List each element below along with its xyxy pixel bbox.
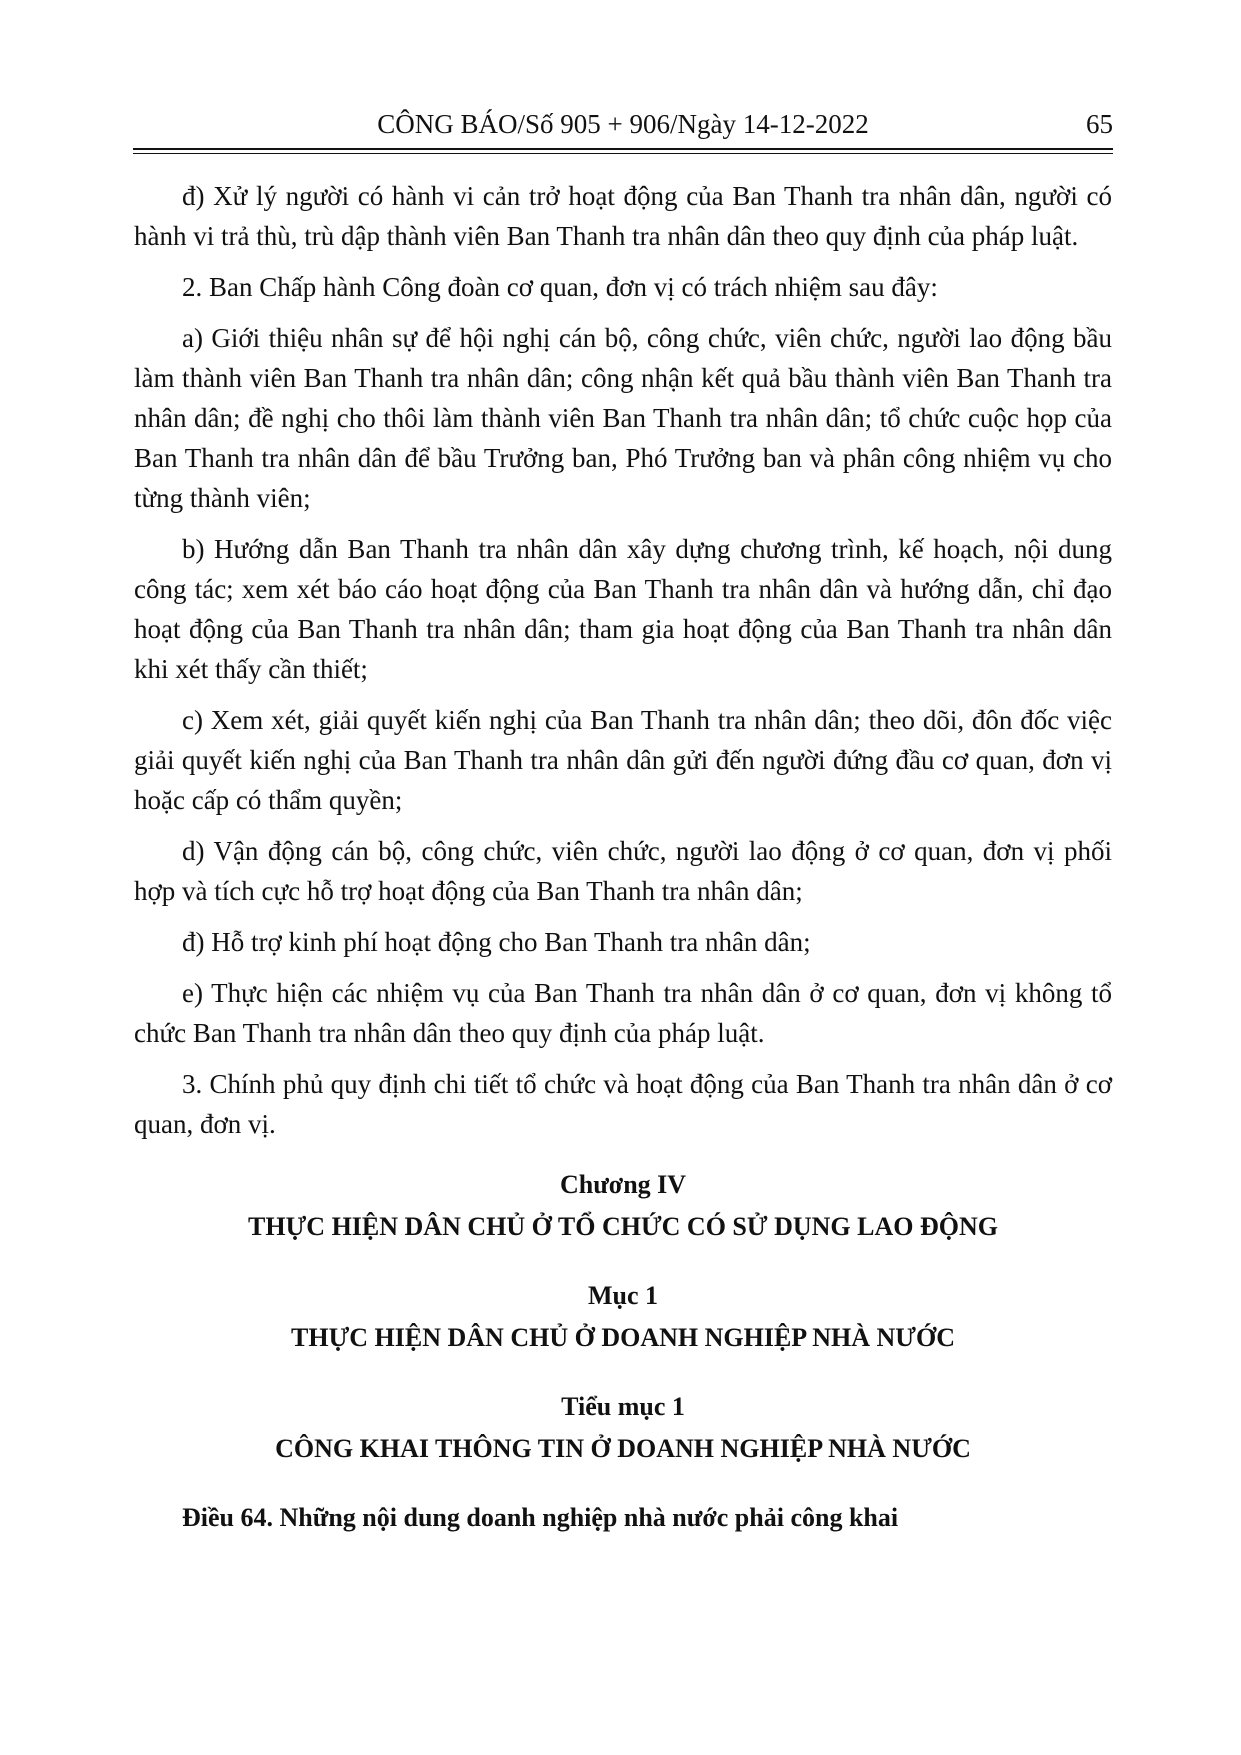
page-header <box>133 104 1113 144</box>
paragraph-point-a: a) Giới thiệu nhân sự để hội nghị cán bộ, công chức, viên chức, người lao động bầu làm thành viên Ban Thanh tra nhân dân; công nhận kết quả bầu thành viên Ban Thanh tra nhân dân; đề nghị cho thôi làm thành viên Ban Thanh tra nhân dân; tổ chức cuộc họp của Ban Thanh tra nhân dân để bầu Trưởng ban, Phó Trưởng ban và phân công nhiệm vụ cho từng thành viên; <box>134 323 1112 513</box>
header-rule-thin <box>133 153 1113 154</box>
paragraph-point-d: d) Vận động cán bộ, công chức, viên chức, người lao động ở cơ quan, đơn vị phối hợp và tích cực hỗ trợ hoạt động của Ban Thanh tra nhân dân; <box>134 836 1112 906</box>
subsection-heading <box>134 1386 1112 1470</box>
subsection-label: Tiểu mục 1 <box>561 1392 685 1421</box>
paragraph-clause-2: 2. Ban Chấp hành Công đoàn cơ quan, đơn vị có trách nhiệm sau đây: <box>182 272 938 302</box>
section-title: THỰC HIỆN DÂN CHỦ Ở DOANH NGHIỆP NHÀ NƯỚC <box>291 1323 955 1352</box>
document-body <box>134 176 1112 1538</box>
header-rule-thick <box>133 148 1113 150</box>
paragraph-point-e: e) Thực hiện các nhiệm vụ của Ban Thanh tra nhân dân ở cơ quan, đơn vị không tổ chức Ban Thanh tra nhân dân theo quy định của pháp luật. <box>134 978 1112 1048</box>
chapter-heading <box>134 1164 1112 1248</box>
article-64-title: Điều 64. Những nội dung doanh nghiệp nhà nước phải công khai <box>182 1503 899 1532</box>
chapter-label: Chương IV <box>559 1170 687 1199</box>
chapter-title: THỰC HIỆN DÂN CHỦ Ở TỔ CHỨC CÓ SỬ DỤNG LAO ĐỘNG <box>248 1212 998 1241</box>
section-heading <box>134 1275 1112 1359</box>
page-number: 65 <box>1086 109 1113 139</box>
paragraph-clause-3: 3. Chính phủ quy định chi tiết tổ chức và hoạt động của Ban Thanh tra nhân dân ở cơ quan, đơn vị. <box>134 1069 1112 1139</box>
paragraph-point-d-bar-2: đ) Hỗ trợ kinh phí hoạt động cho Ban Thanh tra nhân dân; <box>182 927 811 957</box>
paragraph-point-c: c) Xem xét, giải quyết kiến nghị của Ban Thanh tra nhân dân; theo dõi, đôn đốc việc giải quyết kiến nghị của Ban Thanh tra nhân dân gửi đến người đứng đầu cơ quan, đơn vị hoặc cấp có thẩm quyền; <box>134 705 1112 815</box>
subsection-title: CÔNG KHAI THÔNG TIN Ở DOANH NGHIỆP NHÀ NƯỚC <box>275 1434 971 1463</box>
gazette-header-title: CÔNG BÁO/Số 905 + 906/Ngày 14-12-2022 <box>377 109 869 139</box>
section-label: Mục 1 <box>587 1281 659 1310</box>
paragraph-d-bar-1: đ) Xử lý người có hành vi cản trở hoạt động của Ban Thanh tra nhân dân, người có hành vi trả thù, trù dập thành viên Ban Thanh tra nhân dân theo quy định của pháp luật. <box>134 181 1112 251</box>
paragraph-point-b: b) Hướng dẫn Ban Thanh tra nhân dân xây dựng chương trình, kế hoạch, nội dung công tác; xem xét báo cáo hoạt động của Ban Thanh tra nhân dân và hướng dẫn, chỉ đạo hoạt động của Ban Thanh tra nhân dân; tham gia hoạt động của Ban Thanh tra nhân dân khi xét thấy cần thiết; <box>134 534 1112 684</box>
